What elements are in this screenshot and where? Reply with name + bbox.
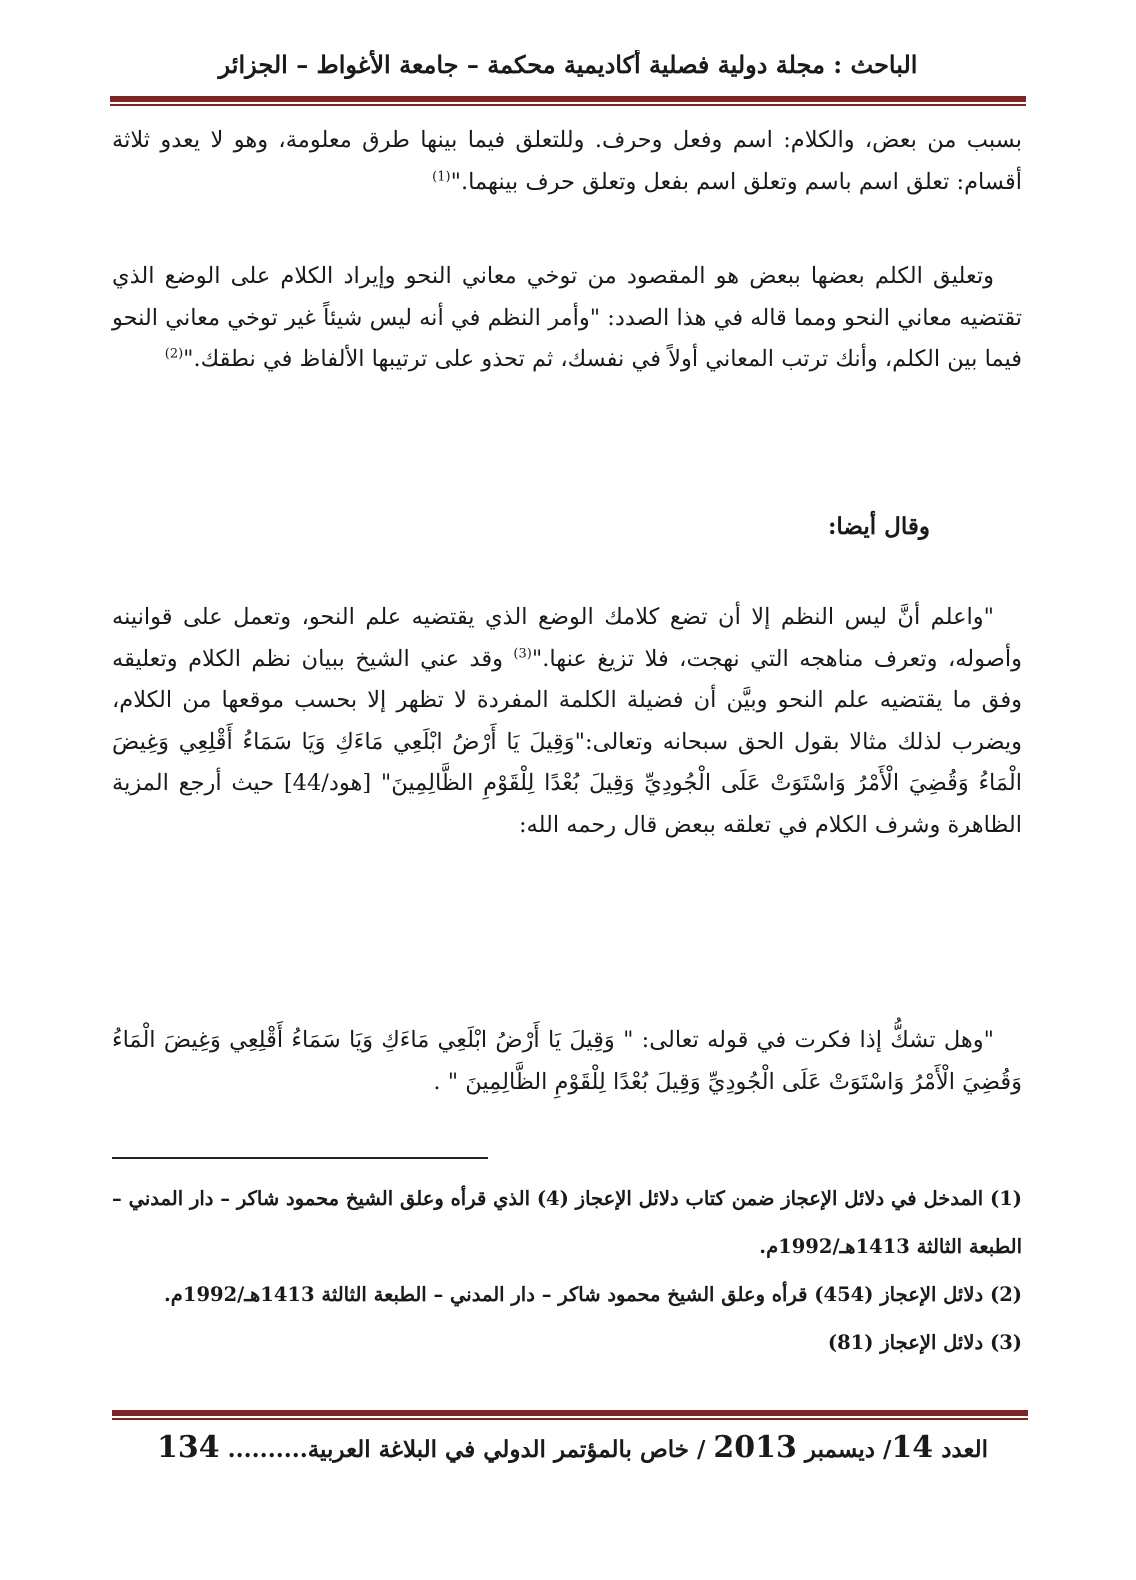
paragraph-3: [112, 597, 1022, 846]
header-rule: [110, 96, 1026, 106]
paragraph-continuation: [112, 120, 1022, 203]
footnote-3: (3) دلائل الإعجاز (81): [827, 1331, 1022, 1354]
paragraph-4: [112, 1020, 1022, 1103]
footnote-separator: [112, 1157, 488, 1159]
quote-text: "واعلم أنَّ ليس النظم إلا أن تضع كلامك الوضع الذي يقتضيه علم النحو، وتعمل على قوانينه وأصوله، وتعرف مناهجه التي نهجت، فلا تزيغ عنها.": [112, 604, 1022, 672]
footnote-1: (1) المدخل في دلائل الإعجاز ضمن كتاب دلائل الإعجاز (4) الذي قرأه وعلق الشيخ محمود شاكر – دار المدني – الطبعة الثالثة 1413هـ/1992م.: [112, 1187, 1022, 1258]
paragraph-text: وتعليق الكلم بعضها ببعض هو المقصود من توخي معاني النحو وإيراد الكلام على الوضع الذي تقتضيه معاني النحو ومما قاله في هذا الصدد: "وأمر النظم في أنه ليس شيئاً غير توخي معاني النحو فيما بين الكلم، وأنك ترتب المعاني أولاً في نفسك، ثم تحذو على ترتيبها الألفاظ في نطقك.": [112, 263, 1022, 372]
paragraph-text: وقد عني الشيخ ببيان نظم الكلام وتعليقه وفق ما يقتضيه علم النحو وبيَّن أن فضيلة الكلمة المفردة لا تظهر إلا بحسب موقعها من الكلام، ويضرب لذلك مثالا بقول الحق سبحانه وتعالى:"وَقِيلَ يَا أَرْضُ ابْلَعِي مَاءَكِ وَيَا سَمَاءُ أَقْلِعِي وَغِيضَ الْمَاءُ وَقُضِيَ الْأَمْرُ وَاسْتَوَتْ عَلَى الْجُودِيِّ وَقِيلَ بُعْدًا لِلْقَوْمِ الظَّالِمِينَ" [هود/44] حيث أرجع المزية الظاهرة وشرف الكلام في تعلقه ببعض قال رحمه الله:: [112, 645, 1022, 838]
section-heading: وقال أيضا:: [827, 513, 930, 540]
paragraph-text: بسبب من بعض، والكلام: اسم وفعل وحرف. وللتعلق فيما بينها طرق معلومة، وهو لا يعدو ثلاثة أقسام: تعلق اسم باسم وتعلق اسم بفعل وتعلق حرف بينهما.": [112, 127, 1022, 195]
footnote-ref[interactable]: (2): [164, 346, 184, 362]
footnote-2: (2) دلائل الإعجاز (454) قرأه وعلق الشيخ محمود شاكر – دار المدني – الطبعة الثالثة 1413هـ/1992م.: [164, 1283, 1022, 1306]
footer-rule: [112, 1410, 1028, 1420]
issue-label: العدد: [941, 1436, 988, 1463]
issue-month: / ديسمبر: [804, 1436, 892, 1463]
running-header: الباحث : مجلة دولية فصلية أكاديمية محكمة – جامعة الأغواط – الجزائر: [218, 50, 918, 79]
quote-text: "وهل تشكُّ إذا فكرت في قوله تعالى: " وَقِيلَ يَا أَرْضُ ابْلَعِي مَاءَكِ وَيَا سَمَاءُ أَقْلِعِي وَغِيضَ الْمَاءُ وَقُضِيَ الْأَمْرُ وَاسْتَوَتْ عَلَى الْجُودِيِّ وَقِيلَ بُعْدًا لِلْقَوْمِ الظَّالِمِينَ " .: [112, 1027, 1022, 1095]
issue-year: 2013: [713, 1430, 797, 1465]
footnote-ref[interactable]: (3): [513, 646, 532, 661]
footnotes: [112, 1175, 1022, 1367]
issue-number: 14: [891, 1430, 934, 1465]
issue-special: / خاص بالمؤتمر الدولي في البلاغة العربية..........: [227, 1436, 706, 1463]
footnote-ref[interactable]: (1): [432, 169, 451, 184]
paragraph-2: [112, 256, 1022, 381]
running-footer: [130, 1430, 988, 1465]
page-number: 134: [157, 1430, 220, 1465]
